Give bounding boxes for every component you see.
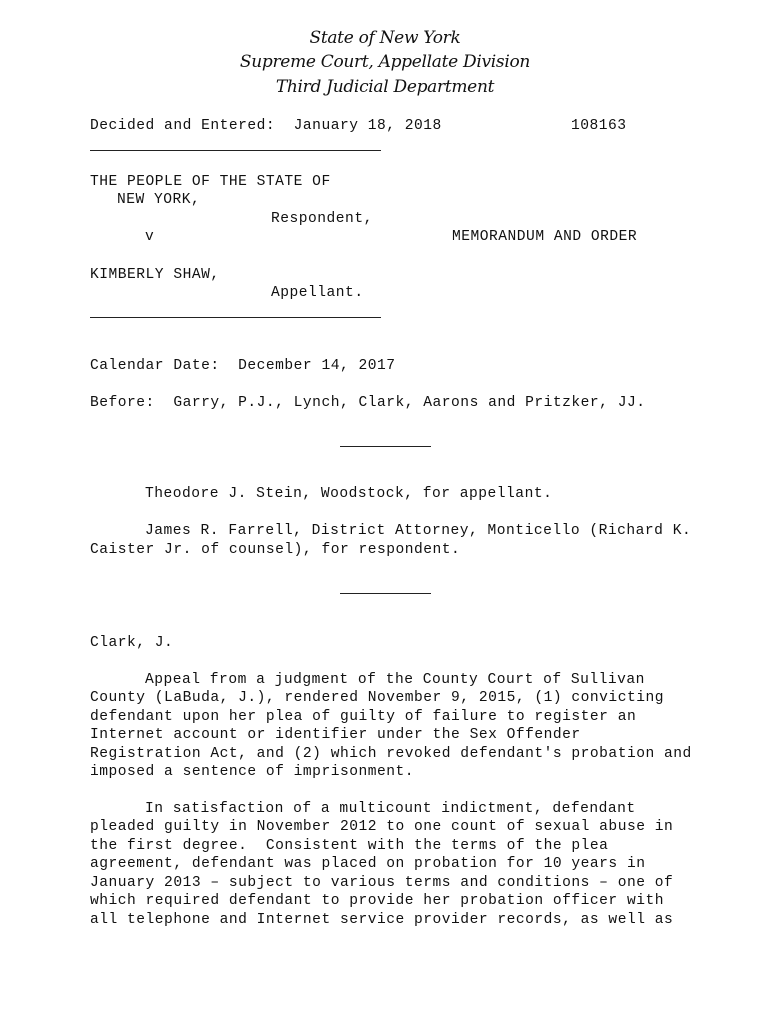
court-name: Supreme Court, Appellate Division	[239, 52, 531, 72]
paragraph-line: which required defendant to provide her probation officer with	[90, 893, 664, 909]
paragraph-line: January 2013 – subject to various terms and conditions – one of	[90, 875, 674, 891]
paragraph-line: all telephone and Internet service provider records, as well as	[90, 912, 674, 928]
party1-role: Respondent,	[271, 211, 373, 227]
decided-entered: Decided and Entered: January 18, 2018	[90, 118, 442, 134]
paragraph-line: imposed a sentence of imprisonment.	[90, 764, 415, 780]
paragraph-line: In satisfaction of a multicount indictment, defendant	[145, 801, 636, 817]
section-divider-2	[340, 593, 431, 594]
counsel-appellant: Theodore J. Stein, Woodstock, for appellant.	[145, 486, 553, 502]
paragraph-line: the first degree. Consistent with the terms of the plea	[90, 838, 609, 854]
paragraph-line: agreement, defendant was placed on probation for 10 years in	[90, 856, 646, 872]
court-department: Third Judicial Department	[275, 77, 495, 97]
paragraph-line: defendant upon her plea of guilty of failure to register an	[90, 709, 637, 725]
counsel-respondent-line1: James R. Farrell, District Attorney, Monticello (Richard K.	[145, 523, 692, 539]
paragraph-line: Internet account or identifier under the Sex Offender	[90, 727, 581, 743]
versus: v	[145, 229, 155, 245]
opinion-author: Clark, J.	[90, 635, 174, 651]
party2-name: KIMBERLY SHAW,	[90, 267, 220, 283]
party1-name-line1: THE PEOPLE OF THE STATE OF	[90, 174, 331, 190]
party2-role: Appellant.	[271, 285, 364, 301]
court-state: State of New York	[309, 28, 461, 48]
party1-name-line2: NEW YORK,	[117, 192, 201, 208]
before-panel: Before: Garry, P.J., Lynch, Clark, Aarons and Pritzker, JJ.	[90, 395, 646, 411]
paragraph-line: County (LaBuda, J.), rendered November 9, 2015, (1) convicting	[90, 690, 664, 706]
document-type: MEMORANDUM AND ORDER	[452, 229, 638, 245]
paragraph-line: pleaded guilty in November 2012 to one count of sexual abuse in	[90, 819, 674, 835]
caption-bottom-rule	[90, 317, 381, 318]
section-divider-1	[340, 446, 431, 447]
counsel-respondent-line2: Caister Jr. of counsel), for respondent.	[90, 542, 461, 558]
caption-top-rule	[90, 150, 381, 151]
calendar-date: Calendar Date: December 14, 2017	[90, 358, 396, 374]
docket-number: 108163	[571, 118, 627, 134]
paragraph-line: Appeal from a judgment of the County Court of Sullivan	[145, 672, 645, 688]
paragraph-line: Registration Act, and (2) which revoked defendant's probation and	[90, 746, 692, 762]
